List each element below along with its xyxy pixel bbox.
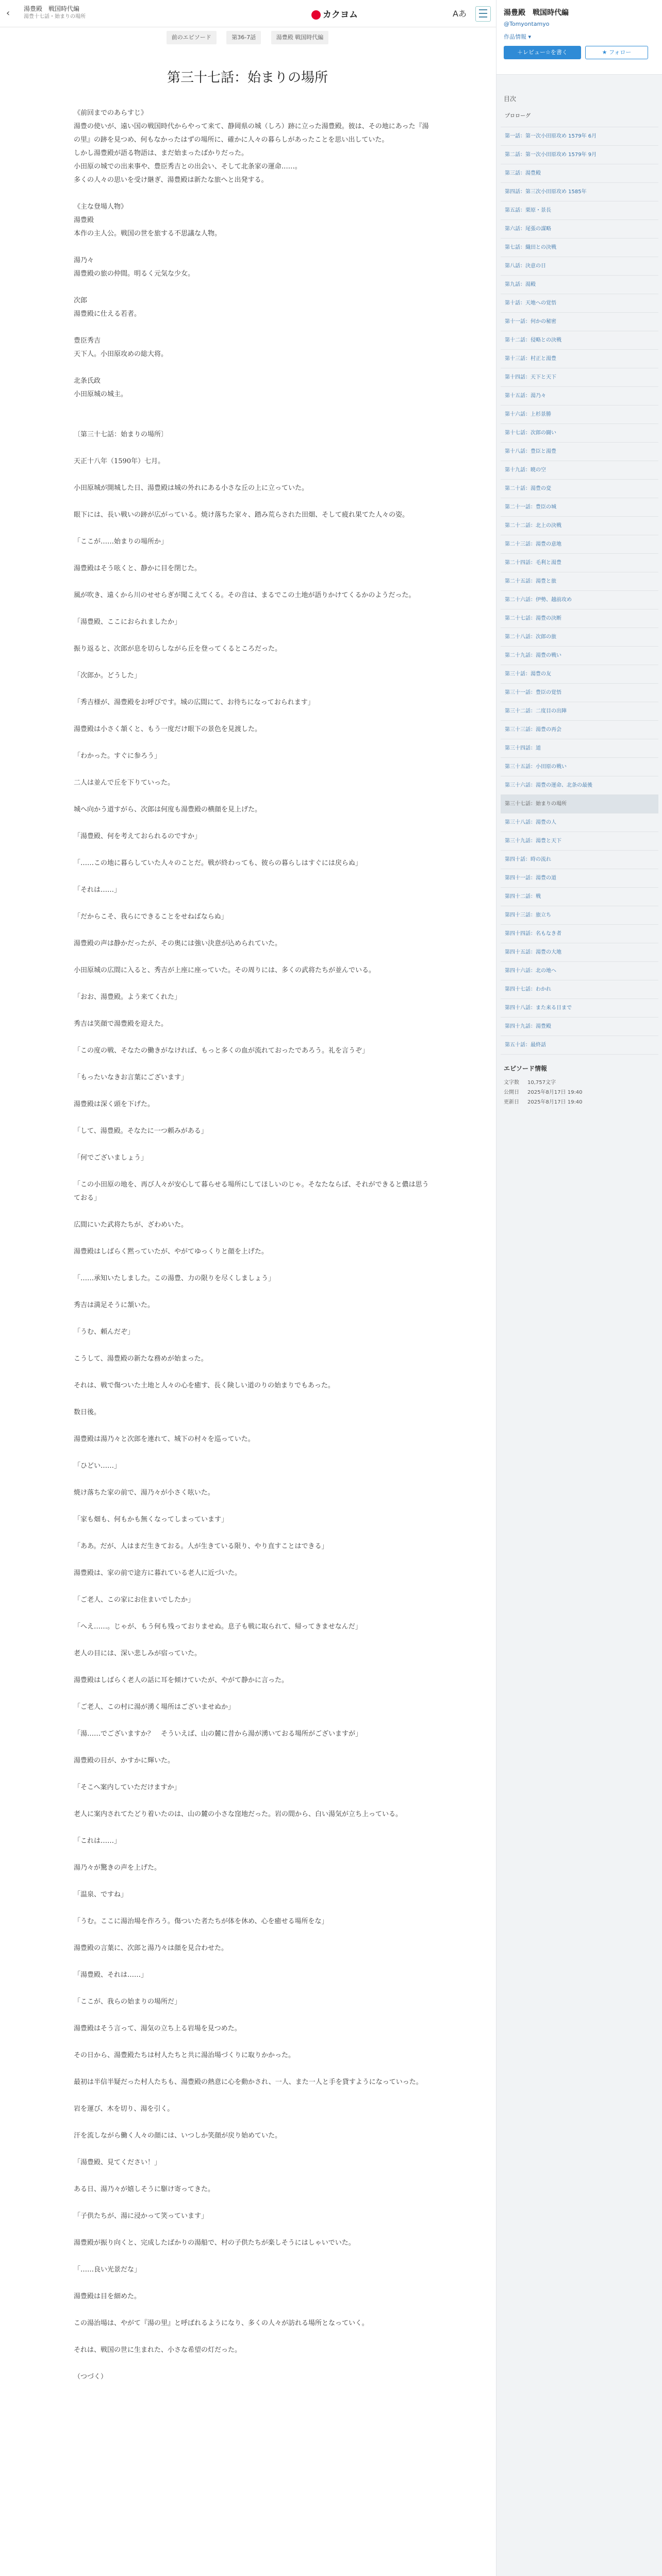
toc-item[interactable]: 第九話：湯殿 <box>501 276 658 294</box>
toc-label: 目次 <box>504 95 517 103</box>
logo-text: カクヨム <box>323 10 358 20</box>
toc-item[interactable]: 第三十三話：湯豊の再会 <box>501 721 658 739</box>
toc-item[interactable]: 第二十四話：毛利と湯豊 <box>501 554 658 572</box>
toc-item[interactable]: 第三話：湯豊殿 <box>501 164 658 183</box>
episode-info-key: 文字数 <box>504 1080 519 1086</box>
toc-item[interactable]: 第三十六話：湯豊の運命、北条の最後 <box>501 776 658 795</box>
toc-item[interactable]: 第四話：第三次小田原攻め 1585年 <box>501 183 658 201</box>
toc-item[interactable]: 第二話：第一次小田原攻め 1579年 9月 <box>501 146 658 164</box>
main-content <box>36 31 459 2384</box>
toc-item[interactable]: 第四十二話：戦 <box>501 888 658 906</box>
toc-item[interactable]: 第四十九話：湯豊殿 <box>501 1018 658 1036</box>
toc-item-prologue[interactable]: プロローグ <box>501 106 658 127</box>
toc-item[interactable]: 第三十四話：道 <box>501 739 658 758</box>
toc-item[interactable]: 第十話：天地への覚悟 <box>501 294 658 313</box>
episode-info-table <box>504 1077 591 1106</box>
toc-item[interactable]: 第四十一話：湯豊の道 <box>501 869 658 888</box>
toc-item[interactable]: 第十九話：暁の空 <box>501 461 658 480</box>
toc-item[interactable]: 第七話：織田との決戦 <box>501 239 658 257</box>
toc-item[interactable]: 第六話：尾張の謀略 <box>501 220 658 239</box>
episode-info-row <box>504 1077 591 1087</box>
toc-item[interactable]: 第四十五話：湯豊の大地 <box>501 943 658 962</box>
toc-item[interactable]: 第三十九話：湯豊と天下 <box>501 832 658 851</box>
toc-item[interactable]: 第二十話：湯豊の変 <box>501 480 658 498</box>
review-button[interactable]: ＋レビュー☆を書く <box>504 46 581 59</box>
toc-item[interactable]: 第十三話：村正と湯豊 <box>501 350 658 368</box>
toc-item[interactable]: 第二十一話：豊臣の城 <box>501 498 658 517</box>
sidebar-author[interactable]: @Tomyontamyo <box>504 21 550 27</box>
work-subtitle: 湯豊十七話・始まりの場所 <box>24 14 86 20</box>
toc-item[interactable]: 第二十七話：湯豊の決断 <box>501 609 658 628</box>
toc-item[interactable]: 第三十五話：小田原の戦い <box>501 758 658 776</box>
work-info-link[interactable]: 作品情報 ▾ <box>504 33 532 40</box>
toc-item[interactable]: 第二十九話：湯豊の戦い <box>501 647 658 665</box>
sidebar-work-title[interactable]: 湯豊殿 戦国時代編 <box>504 9 569 17</box>
toc-item[interactable]: 第二十八話：次郎の旅 <box>501 628 658 647</box>
toc-item[interactable]: 第四十八話：また来る日まで <box>501 999 658 1018</box>
toc-item[interactable]: 第十八話：豊臣と湯豊 <box>501 443 658 461</box>
toc-item[interactable]: 第十二話：侵略との決戦 <box>501 331 658 350</box>
site-logo[interactable] <box>311 7 358 20</box>
episode-info-key: 公開日 <box>504 1090 519 1095</box>
toc-item[interactable]: 第十四話：天下と天下 <box>501 368 658 387</box>
toc-item[interactable]: 第三十話：湯豊の友 <box>501 665 658 684</box>
episode-body: 《前回までのあらすじ》 湯豊の使いが、遠い国の戦国時代からやって来て、静岡県の城（しろ）跡に立った湯豊殿。彼は、その地にあった『湯の里』の跡を見つめ、何もなかったはずの場所に、確かに人々の暮らしがあったことを思い出していた。 しかし湯豊殿が語る物語は、まだ始まったばかりだった。 小田原の城での出来事や、豊臣秀吉との出会い、そして北条家の運命……。 多くの人々の思いを受け継ぎ、湯豊殿は新たな旅へと出発する。 《主な登場人物》 湯豊殿 本作の主人公。戦国の世を旅する不思議な人物。 湯乃々 湯豊殿の旅の仲間。明るく元気な少女。 次郎 湯豊殿に仕える若者。 豊臣秀吉 天下人。小田原攻めの総大将。 北条氏政 小田原城の城主。 〔第三十七話：始まりの場所〕 天正十八年（1590年）七月。 小田原城が開城した日、湯豊殿は城の外れにある小さな丘の上に立っていた。 眼下には、長い戦いの跡が広がっている。焼け落ちた家々、踏み荒らされた田畑、そして疲れ果てた人々の姿。 「ここが……始まりの場所か」 湯豊殿はそう呟くと、静かに目を閉じた。 風が吹き、遠くから川のせせらぎが聞こえてくる。その音は、まるでこの土地が語りかけてくるかのようだった。 「湯豊殿、ここにおられましたか」 振り返ると、次郎が息を切らしながら丘を登ってくるところだった。 「次郎か。どうした」 「秀吉様が、湯豊殿をお呼びです。城の広間にて、お待ちになっておられます」 湯豊殿は小さく頷くと、もう一度だけ眼下の景色を見渡した。 「わかった。すぐに参ろう」 二人は並んで丘を下りていった。 城へ向かう道すがら、次郎は何度も湯豊殿の横顔を見上げた。 「湯豊殿、何を考えておられるのですか」 「……この地に暮らしていた人々のことだ。戦が終わっても、彼らの暮らしはすぐには戻らぬ」 「それは……」 「だからこそ、我らにできることをせねばならぬ」 湯豊殿の声は静かだったが、その奥には強い決意が込められていた。 小田原城の広間に入ると、秀吉が上座に座っていた。その周りには、多くの武将たちが並んでいる。 「おお、湯豊殿。よう来てくれた」 秀吉は笑顔で湯豊殿を迎えた。 「この度の戦、そなたの働きがなければ、もっと多くの血が流れておったであろう。礼を言うぞ」 「もったいなきお言葉にございます」 湯豊殿は深く頭を下げた。 「して、湯豊殿。そなたに一つ頼みがある」 「何でございましょう」 「この小田原の地を、再び人々が安心して暮らせる場所にしてほしいのじゃ。そなたならば、それができると儂は思うておる」 広間にいた武将たちが、ざわめいた。 湯豊殿はしばらく黙っていたが、やがてゆっくりと顔を上げた。 「……承知いたしました。この湯豊、力の限りを尽くしましょう」 秀吉は満足そうに頷いた。 「うむ、頼んだぞ」 こうして、湯豊殿の新たな務めが始まった。 それは、戦で傷ついた土地と人々の心を癒す、長く険しい道のりの始まりでもあった。 数日後。 湯豊殿は湯乃々と次郎を連れて、城下の村々を巡っていた。 「ひどい……」 焼け落ちた家の前で、湯乃々が小さく呟いた。 「家も畑も、何もかも無くなってしまっています」 「ああ。だが、人はまだ生きておる。人が生きている限り、やり直すことはできる」 湯豊殿は、家の前で途方に暮れている老人に近づいた。 「ご老人、この家にお住まいでしたか」 「へえ……。じゃが、もう何も残っておりませぬ。息子も戦に取られて、帰ってきませなんだ」 老人の目には、深い悲しみが宿っていた。 湯豊殿はしばらく老人の話に耳を傾けていたが、やがて静かに言った。 「ご老人、この村に湯が湧く場所はございませぬか」 「湯……でございますか？ そういえば、山の麓に昔から湯が湧いておる場所がございますが」 湯豊殿の目が、かすかに輝いた。 「そこへ案内していただけますか」 老人に案内されてたどり着いたのは、山の麓の小さな窪地だった。岩の間から、白い湯気が立ち上っている。 「これは……」 湯乃々が驚きの声を上げた。 「温泉、ですね」 「うむ。ここに湯治場を作ろう。傷ついた者たちが体を休め、心を癒せる場所をな」 湯豊殿の言葉に、次郎と湯乃々は顔を見合わせた。 「湯豊殿、それは……」 「ここが、我らの始まりの場所だ」 湯豊殿はそう言って、湯気の立ち上る岩場を見つめた。 その日から、湯豊殿たちは村人たちと共に湯治場づくりに取りかかった。 最初は半信半疑だった村人たちも、湯豊殿の熱意に心を動かされ、一人、また一人と手を貸すようになっていった。 岩を運び、木を切り、湯を引く。 汗を流しながら働く人々の顔には、いつしか笑顔が戻り始めていた。 「湯豊殿、見てください！」 ある日、湯乃々が嬉しそうに駆け寄ってきた。 「子供たちが、湯に浸かって笑っています」 湯豊殿が振り向くと、完成したばかりの湯船で、村の子供たちが楽しそうにはしゃいでいた。 「……良い光景だな」 湯豊殿は目を細めた。 この湯治場は、やがて『湯の里』と呼ばれるようになり、多くの人々が訪れる場所となっていく。 それは、戦国の世に生まれた、小さな希望の灯だった。 （つづく） <box>74 109 429 2381</box>
sidebar-header <box>496 0 662 75</box>
logo-mark-icon <box>311 10 321 20</box>
breadcrumb-episode[interactable]: 第36-7話 <box>226 31 261 44</box>
toc-item[interactable]: 第八話：決意の日 <box>501 257 658 276</box>
toc-item[interactable]: 第三十八話：湯豊の人 <box>501 814 658 832</box>
menu-icon[interactable] <box>475 6 491 22</box>
toc-item[interactable]: 第十一話：何かの秘密 <box>501 313 658 331</box>
toc-item[interactable]: 第三十一話：豊臣の覚悟 <box>501 684 658 702</box>
toc-item[interactable]: 第五話：栗原・景長 <box>501 201 658 220</box>
toc-item[interactable]: 第四十六話：北の地へ <box>501 962 658 980</box>
toc-list <box>496 106 662 1055</box>
episode-info-row <box>504 1096 591 1106</box>
episode-info-row <box>504 1087 591 1096</box>
toc-item[interactable]: 第一話：第一次小田原攻め 1579年 6月 <box>501 127 658 146</box>
text-size-icon[interactable]: Aあ <box>453 9 467 19</box>
toc-item[interactable]: 第四十四話：名もなき者 <box>501 925 658 943</box>
toc-item[interactable]: 第三十七話：始まりの場所 <box>501 795 658 814</box>
back-arrow-icon[interactable]: ‹ <box>6 8 10 19</box>
episode-info-key: 更新日 <box>504 1099 519 1105</box>
episode-info-label: エピソード情報 <box>504 1065 548 1072</box>
toc-item[interactable]: 第五十話：最終話 <box>501 1036 658 1055</box>
episode-info <box>496 1055 662 1115</box>
toc-item[interactable]: 第二十三話：湯豊の意地 <box>501 535 658 554</box>
toc-item[interactable]: 第二十二話：北上の決戦 <box>501 517 658 535</box>
episode-info-value: 10,757文字 <box>527 1080 556 1086</box>
toc-item[interactable]: 第二十六話：伊勢、越前攻め <box>501 591 658 609</box>
toc-item[interactable]: 第四十話：時の流れ <box>501 851 658 869</box>
episode-info-value: 2025年8月17日 19:40 <box>527 1090 583 1095</box>
breadcrumb-work[interactable]: 湯豊殿 戦国時代編 <box>271 31 329 44</box>
sidebar <box>496 0 662 2576</box>
follow-button[interactable]: ★ フォロー <box>585 46 648 59</box>
prev-episode-link[interactable]: 前のエピソード <box>167 31 217 44</box>
breadcrumb <box>36 31 459 42</box>
sidebar-buttons <box>504 46 655 59</box>
toc-item[interactable]: 第三十二話：二度目の出陣 <box>501 702 658 721</box>
work-title: 湯豊殿 戦国時代編 <box>24 5 80 12</box>
toc-item[interactable]: 第十七話：次郎の闘い <box>501 424 658 443</box>
work-header[interactable] <box>24 5 86 21</box>
toc-item[interactable]: 第十五話：湯乃々 <box>501 387 658 405</box>
episode-info-value: 2025年8月17日 19:40 <box>527 1099 583 1105</box>
toc-item[interactable]: 第十六話：上杉景勝 <box>501 405 658 424</box>
toc-item[interactable]: 第四十七話：わかれ <box>501 980 658 999</box>
toc-item[interactable]: 第四十三話：旅立ち <box>501 906 658 925</box>
toc-item[interactable]: 第二十五話：湯豊と旅 <box>501 572 658 591</box>
episode-title: 第三十七話：始まりの場所 <box>167 70 328 86</box>
